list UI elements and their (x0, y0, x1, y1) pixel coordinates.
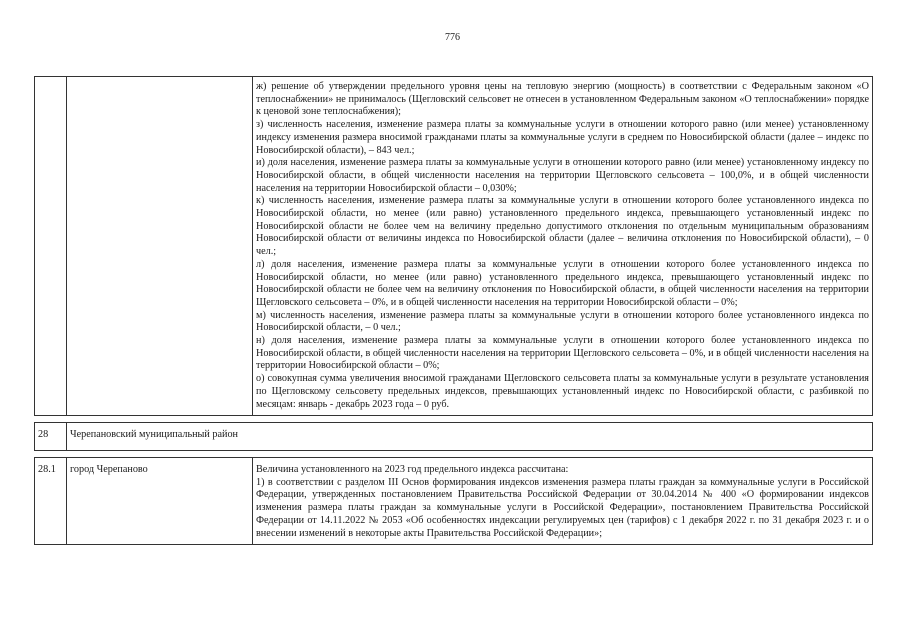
paragraph-k: к) численность населения, изменение размера платы за коммунальные услуги в отношении которого более установленного индекса по Новосибирской области, но менее (или равно) установленного предельного индекса, превышающего установленный индекс по Новосибирской области не более чем на величину предельно допустимого отклонения по отдельным муниципальным образованиям Новосибирской области от величины индекса по Новосибирской области (далее – величина отклонения по Новосибирской области), – 0 чел.; (256, 195, 869, 258)
row-spacer (35, 416, 873, 423)
page-number: 776 (445, 32, 460, 43)
row-number-cell: 28 (35, 423, 67, 451)
row-number-cell: 28.1 (35, 457, 67, 544)
table-row (35, 77, 873, 416)
paragraph-n: н) доля населения, изменение размера платы за коммунальные услуги в отношении которого более установленного индекса по Новосибирской области, в общей численности населения на территории Щегловского сельсовета – 0%, и в общей численности населения на территории Новосибирской области – 0%; (256, 335, 869, 372)
municipality-name-cell: город Черепаново (67, 457, 253, 544)
row-number-cell (35, 77, 67, 416)
document-table (34, 76, 873, 545)
municipality-name-cell (67, 77, 253, 416)
paragraph-zh: ж) решение об утверждении предельного уровня цены на тепловую энергию (мощность) в соответствии с Федеральным законом «О теплоснабжении» не принималось (Щегловский сельсовет не отнесен в установленном Федеральным законом «О теплоснабжении» порядке к ценовой зоне теплоснабжения); (256, 81, 869, 118)
row-spacer (35, 450, 873, 457)
district-name-cell: Черепановский муниципальный район (67, 423, 873, 451)
paragraph-l: л) доля населения, изменение размера платы за коммунальные услуги в отношении которого более установленного индекса по Новосибирской области, но менее (или равно) установленного предельного индекса, превышающего установленный индекс по Новосибирской области не более чем на величину отклонения по Новосибирской области, в общей численности населения на территории Щегловского сельсовета – 0%, и в общей численности населения на территории Новосибирской области – 0%; (256, 258, 869, 308)
table-row (35, 457, 873, 544)
description-cell (253, 77, 873, 416)
description-cell (253, 457, 873, 544)
paragraph-1: 1) в соответствии с разделом III Основ формирования индексов изменения размера платы граждан за коммунальные услуги в Российской Федерации, утвержденных постановлением Правительства Российской Федерации от 30.04.2014 № 400 «О формировании индексов изменения размера платы граждан за коммунальные услуги в Российской Федерации», постановлением Правительства Российской Федерации от 14.11.2022 № 2053 «Об особенностях индексации регулируемых цен (тарифов) с 1 декабря 2022 г. по 31 декабря 2023 г. и о внесении изменений в некоторые акты Правительства Российской Федерации»; (256, 476, 869, 539)
paragraph-z: з) численность населения, изменение размера платы за коммунальные услуги в отношении которого равно (или менее) установленному индексу изменения размера вносимой гражданами платы за коммунальные услуги в среднем по Новосибирской области (далее – индекс по Новосибирской области), – 843 чел.; (256, 119, 869, 156)
paragraph-o: о) совокупная сумма увеличения вносимой гражданами Щегловского сельсовета платы за коммунальные услуги в результате установления по Щегловскому сельсовету предельных индексов, превышающих установленный индекс по Новосибирской области, с разбивкой по месяцам: январь - декабрь 2023 года – 0 руб. (256, 373, 869, 410)
paragraph-m: м) численность населения, изменение размера платы за коммунальные услуги в отношении которого более установленного индекса по Новосибирской области, – 0 чел.; (256, 309, 869, 334)
paragraph-intro: Величина установленного на 2023 год предельного индекса рассчитана: (256, 463, 569, 475)
table-row (35, 423, 873, 451)
paragraph-i: и) доля населения, изменение размера платы за коммунальные услуги в отношении которого равно (или менее) установленному индексу по Новосибирской области, в общей численности населения на территории Щегловского сельсовета – 100,0%, и в общей численности населения на территории Новосибирской области – 0,030%; (256, 157, 869, 194)
